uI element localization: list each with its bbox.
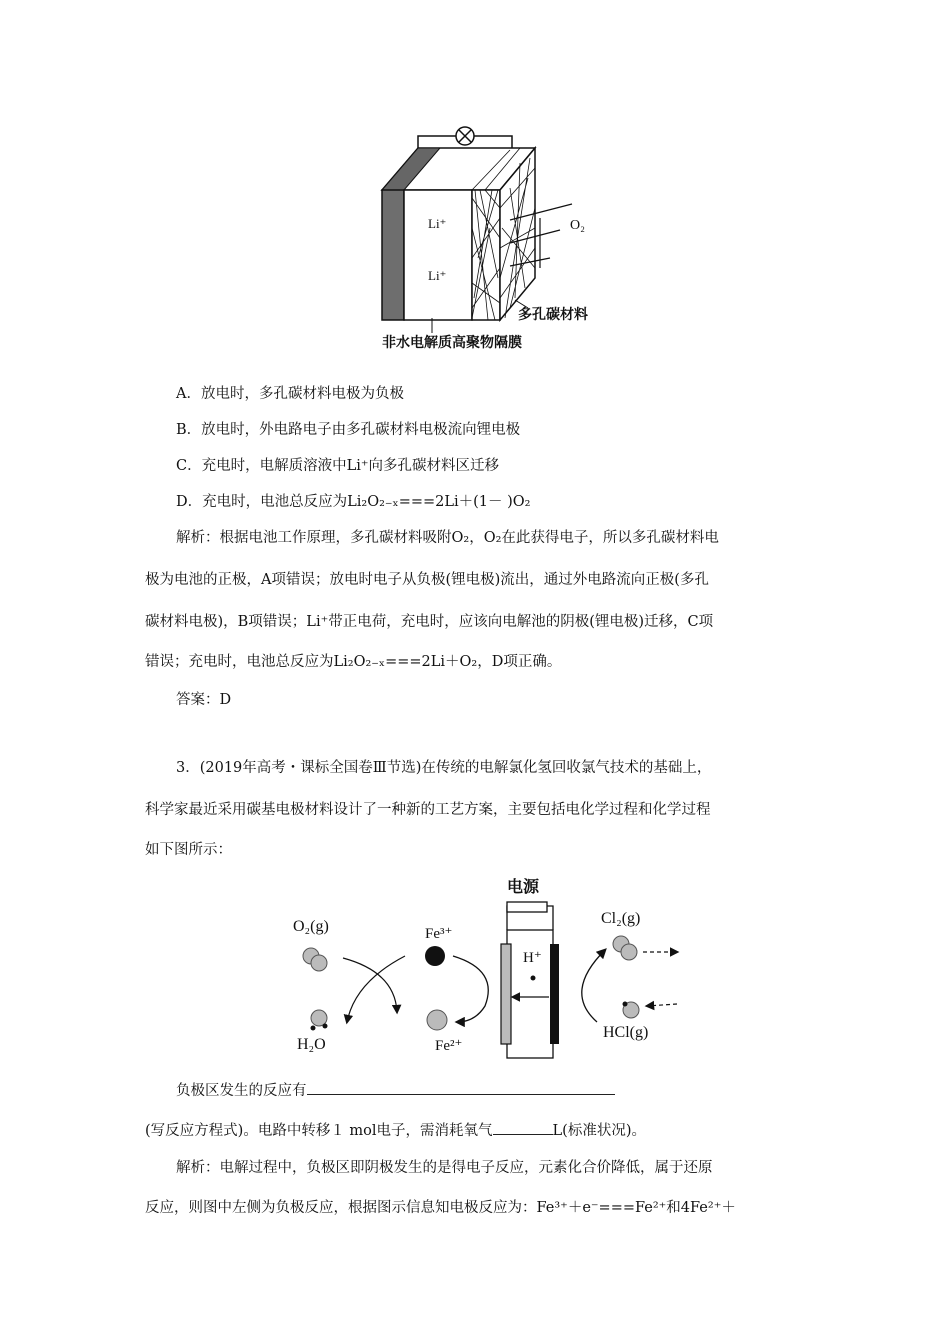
option-d: D．充电时，电池总反应为Li₂O₂₋ₓ===2Li＋(1－ )O₂ — [176, 494, 531, 510]
fill-line2 — [145, 1120, 646, 1141]
answer1: 答案：D — [176, 692, 232, 708]
fill-line1-prefix: 负极区发生的反应有 — [176, 1083, 307, 1099]
answer-blank-1[interactable] — [307, 1080, 615, 1095]
option-a: A．放电时，多孔碳材料电极为负极 — [176, 386, 404, 402]
fe3-label: Fe³⁺ — [425, 926, 453, 942]
option-b: B．放电时，外电路电子由多孔碳材料电极流向锂电极 — [176, 422, 521, 438]
battery-figure — [370, 118, 630, 363]
h-ion-label: H⁺ — [523, 950, 542, 966]
analysis1-line1: 解析：根据电池工作原理，多孔碳材料吸附O₂，O₂在此获得电子，所以多孔碳材料电 — [176, 530, 719, 546]
question3-line3: 如下图所示： — [145, 842, 232, 858]
option-c: C．充电时，电解质溶液中Li⁺向多孔碳材料区迁移 — [176, 458, 500, 474]
anode — [550, 944, 559, 1044]
fill-line1 — [176, 1080, 615, 1101]
li-ion-label-2: Li⁺ — [428, 268, 447, 283]
analysis1-line2: 极为电池的正极，A项错误；放电时电子从负极(锂电极)流出，通过外电路流向正极(多孔 — [145, 572, 709, 588]
analysis3-line2: 反应，则图中左侧为负极反应，根据图示信息知电极反应为：Fe³⁺＋e⁻===Fe²⁺和4Fe²⁺＋ — [145, 1200, 736, 1216]
lithium-electrode — [382, 190, 404, 320]
li-ion-label-1: Li⁺ — [428, 216, 447, 231]
fe2-label: Fe²⁺ — [435, 1038, 463, 1054]
electrolysis-figure — [285, 872, 685, 1062]
question3-line2: 科学家最近采用碳基电极材料设计了一种新的工艺方案，主要包括电化学过程和化学过程 — [145, 802, 711, 818]
h2o-label: H₂O — [297, 1036, 326, 1053]
cathode — [501, 944, 511, 1044]
fill-line2-suffix: L(标准状况)。 — [552, 1123, 646, 1139]
answer-blank-2[interactable] — [493, 1120, 553, 1135]
o2-label: O₂ — [570, 218, 585, 233]
battery-diagram — [370, 118, 630, 363]
cl2g-label: Cl₂(g) — [601, 910, 641, 927]
power-source-box — [507, 902, 547, 912]
power-source-label: 电源 — [507, 879, 540, 896]
question3-line1: 3．(2019年高考・课标全国卷Ⅲ节选)在传统的电解氯化氢回收氯气技术的基础上， — [176, 760, 712, 776]
analysis3-line1: 解析：电解过程中，负极区即阴极发生的是得电子反应，元素化合价降低，属于还原 — [176, 1160, 713, 1176]
analysis1-line3: 碳材料电极)，B项错误；Li⁺带正电荷，充电时，应该向电解池的阴极(锂电极)迁移，C项 — [145, 614, 714, 630]
fill-line2-prefix: (写反应方程式)。电路中转移１ mol电子，需消耗氧气 — [145, 1123, 493, 1139]
o2g-label: O₂(g) — [293, 918, 329, 935]
hclg-label: HCl(g) — [603, 1024, 649, 1041]
analysis1-line4: 错误；充电时，电池总反应为Li₂O₂₋ₓ===2Li＋O₂，D项正确。 — [145, 654, 562, 670]
membrane-label: 非水电解质高聚物隔膜 — [382, 335, 522, 351]
porous-carbon-label: 多孔碳材料 — [518, 307, 588, 323]
